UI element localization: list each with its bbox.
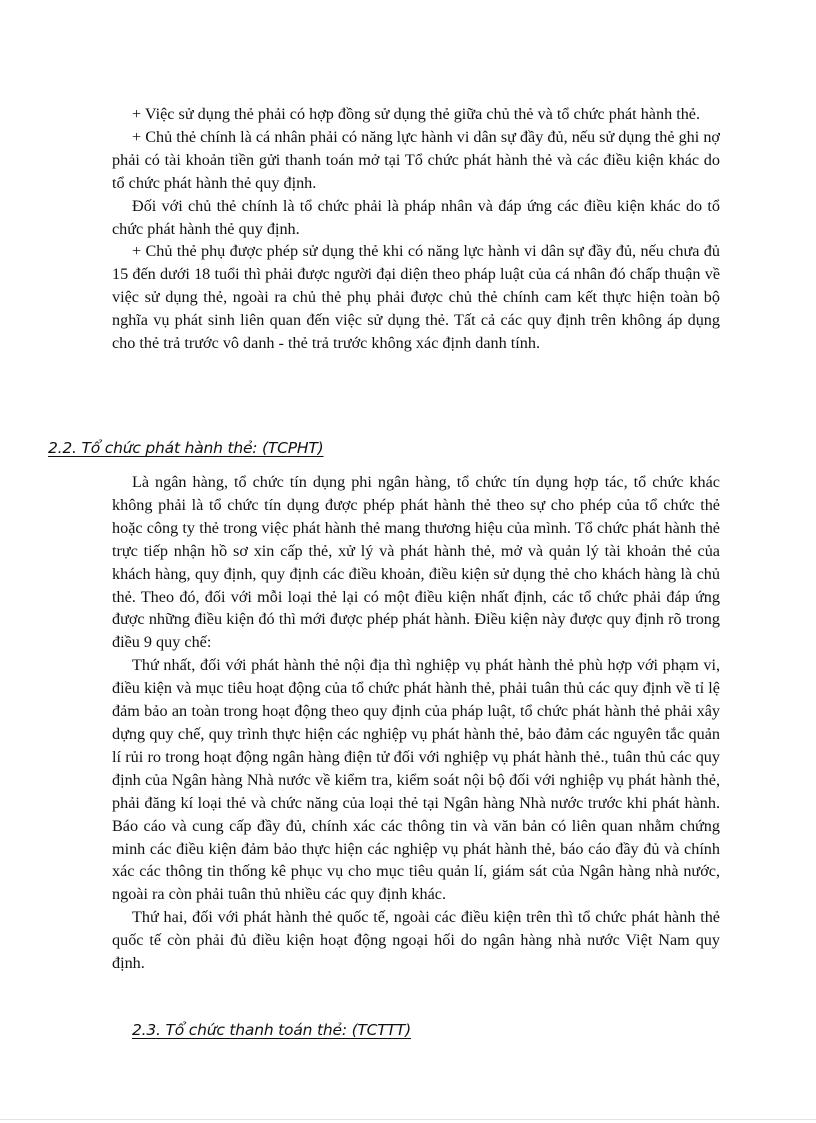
paragraph: + Việc sử dụng thẻ phải có hợp đồng sử dụng thẻ giữa chủ thẻ và tổ chức phát hành thẻ. — [132, 105, 701, 123]
page-bottom-divider — [0, 1119, 816, 1120]
text-block-card-issuer — [112, 471, 720, 975]
section-heading-2-2: 2.2. Tổ chức phát hành thẻ: (TCPHT) — [48, 439, 324, 457]
section-heading-2-3: 2.3. Tổ chức thanh toán thẻ: (TCTTT) — [132, 1021, 411, 1039]
paragraph: Thứ nhất, đối với phát hành thẻ nội địa thì nghiệp vụ phát hành thẻ phù hợp với phạm vi, điều kiện và mục tiêu hoạt động của tổ chức phát hành thẻ, phải tuân thủ các quy định về tỉ lệ đảm bảo an toàn trong hoạt động theo quy định của pháp luật, tổ chức phát hành thẻ phải xây dựng quy chế, quy trình thực hiện các nghiệp vụ phát hành thẻ, bảo đảm các nguyên tắc quản lí rủi ro trong hoạt động ngân hàng điện tử đối với nghiệp vụ phát hành thẻ., tuân thủ các quy định của Ngân hàng Nhà nước về kiểm tra, kiểm soát nội bộ đối với nghiệp vụ phát hành thẻ, phải đăng kí loại thẻ và chức năng của loại thẻ tại Ngân hàng Nhà nước trước khi phát hành. Báo cáo và cung cấp đầy đủ, chính xác các thông tin và văn bản có liên quan nhằm chứng minh các điều kiện đảm bảo thực hiện các nghiệp vụ phát hành thẻ, báo cáo đầy đủ và chính xác các thông tin thống kê phục vụ cho mục tiêu quản lí, giám sát của Ngân hàng nhà nước, ngoài ra còn phải tuân thủ nhiều các quy định khác. — [112, 656, 720, 904]
paragraph: + Chủ thẻ phụ được phép sử dụng thẻ khi có năng lực hành vi dân sự đầy đủ, nếu chưa đủ 15 đến dưới 18 tuổi thì phải được người đại diện theo pháp luật của cá nhân đó chấp thuận về việc sử dụng thẻ, ngoài ra chủ thẻ phụ phải được chủ thẻ chính cam kết thực hiện toàn bộ nghĩa vụ phát sinh liên quan đến việc sử dụng thẻ. Tất cả các quy định trên không áp dụng cho thẻ trả trước vô danh - thẻ trả trước không xác định danh tính. — [112, 242, 720, 353]
paragraph: Thứ hai, đối với phát hành thẻ quốc tế, ngoài các điều kiện trên thì tổ chức phát hành thẻ quốc tế còn phải đủ điều kiện hoạt động ngoại hối do ngân hàng nhà nước Việt Nam quy định. — [112, 908, 720, 973]
paragraph: Là ngân hàng, tổ chức tín dụng phi ngân hàng, tổ chức tín dụng hợp tác, tổ chức khác không phải là tổ chức tín dụng được phép phát hành thẻ theo sự cho phép của tổ chức thẻ hoặc công ty thẻ trong việc phát hành thẻ mang thương hiệu của mình. Tổ chức phát hành thẻ trực tiếp nhận hồ sơ xin cấp thẻ, xử lý và phát hành thẻ, mở và quản lý tài khoản thẻ của khách hàng, quy định, quy định các điều khoản, điều kiện sử dụng thẻ cho khách hàng là chủ thẻ. Theo đó, đối với mỗi loại thẻ lại có một điều kiện nhất định, các tổ chức phải đáp ứng được những điều kiện đó thì mới được phép phát hành. Điều kiện này được quy định rõ trong điều 9 quy chế: — [112, 473, 720, 652]
paragraph: Đối với chủ thẻ chính là tổ chức phải là pháp nhân và đáp ứng các điều kiện khác do tổ chức phát hành thẻ quy định. — [112, 196, 720, 238]
text-block-card-holder-conditions — [112, 103, 720, 355]
paragraph: + Chủ thẻ chính là cá nhân phải có năng lực hành vi dân sự đầy đủ, nếu sử dụng thẻ ghi nợ phải có tài khoản tiền gửi thanh toán mở tại Tổ chức phát hành thẻ và các điều kiện khác do tổ chức phát hành thẻ quy định. — [112, 127, 720, 192]
